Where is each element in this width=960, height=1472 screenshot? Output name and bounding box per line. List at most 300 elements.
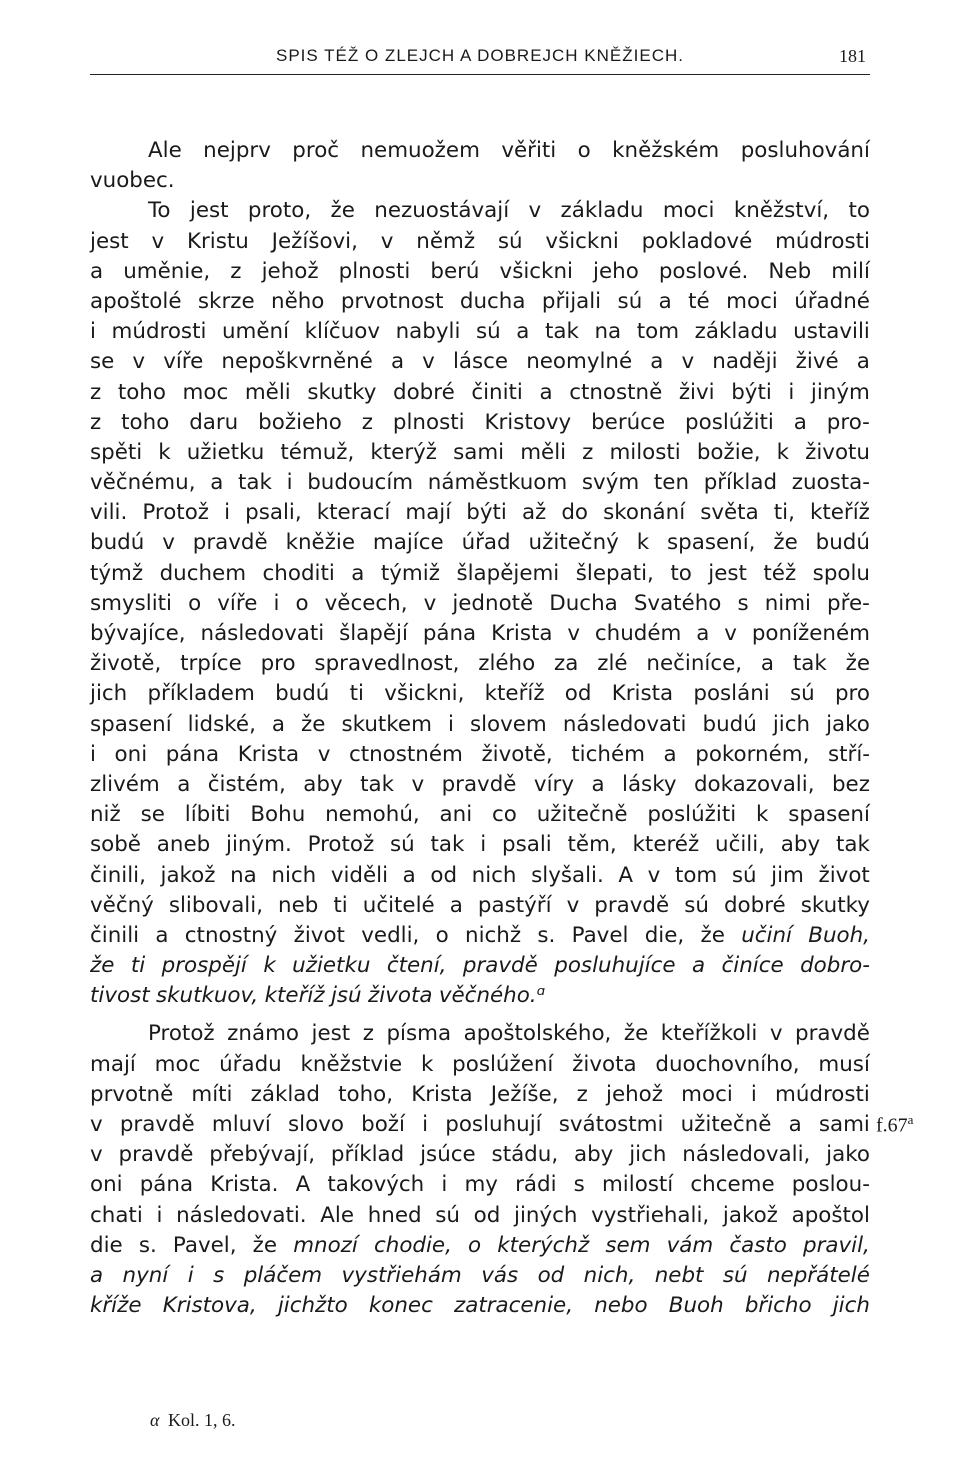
word: základu [694, 319, 778, 345]
word: moci [681, 1081, 733, 1107]
word: jiných [514, 1202, 578, 1228]
word: psali [502, 832, 552, 858]
word: a [650, 349, 664, 375]
word: skutkem [341, 711, 432, 737]
word: kterýž [370, 439, 438, 465]
word: apoštolé [90, 288, 182, 314]
word: a [351, 560, 365, 586]
word: spěti [90, 439, 143, 465]
word: nepoškvrněné [221, 349, 373, 375]
word: spasení [90, 711, 172, 737]
text-line [90, 830, 870, 860]
word: a [90, 1262, 104, 1288]
text-line [90, 227, 870, 257]
word: o [468, 1232, 482, 1258]
word: v [162, 530, 175, 556]
word: jeho [593, 258, 639, 284]
text-line [90, 710, 870, 740]
word: ctnostný [184, 922, 278, 948]
word: múdrosti [775, 228, 870, 254]
word: i [447, 711, 454, 737]
text-line [90, 951, 870, 981]
word: pána [139, 1172, 194, 1198]
word: životu [805, 439, 870, 465]
word: kříže [90, 1293, 142, 1319]
text-line [90, 1201, 870, 1231]
word: lásky [622, 771, 677, 797]
word: sobě [90, 832, 141, 858]
footnote [150, 1410, 235, 1431]
word: následovati. [176, 1202, 307, 1228]
word: nemohú, [325, 802, 420, 828]
word: moci [662, 198, 715, 224]
word: múdrosti [111, 319, 207, 345]
word: Kristova, [162, 1293, 257, 1319]
word: následovali, [682, 1142, 811, 1168]
word: a [90, 258, 104, 284]
text-line [90, 498, 870, 528]
word: v [724, 621, 737, 646]
word: choditi [262, 560, 335, 586]
word: pokorném, [695, 741, 810, 767]
word: chodie, [374, 1232, 452, 1258]
word: milostí [601, 1172, 674, 1198]
word: od [537, 1262, 565, 1288]
word: jichžto [277, 1293, 348, 1319]
word: a [856, 349, 870, 375]
word: A [618, 862, 634, 888]
text-line [90, 378, 870, 408]
word: jich [90, 681, 128, 707]
word: toho [117, 379, 166, 405]
word: pro- [826, 409, 870, 435]
word: viděli [330, 862, 389, 888]
word: že [252, 1232, 278, 1258]
word: v [566, 892, 580, 918]
word: v [567, 621, 581, 646]
word: šlapějí [339, 621, 408, 646]
word: v [317, 741, 331, 767]
word: života [572, 1051, 637, 1077]
word: a [390, 349, 405, 375]
word: slovem [469, 711, 547, 737]
word: Pavel, [172, 1232, 237, 1258]
word: v [423, 590, 437, 616]
word: zlivém [90, 771, 160, 797]
word: vystřiehali, [591, 1202, 710, 1228]
word: kněžském [612, 138, 720, 163]
word: pastýří [477, 892, 552, 918]
word: slovo [288, 1112, 344, 1137]
word: trpíce [180, 651, 242, 677]
word: písma [386, 1021, 452, 1047]
word: prospějí [161, 953, 247, 979]
text-line [90, 1110, 870, 1140]
word: svým [581, 470, 640, 496]
word: plnosti [392, 409, 465, 435]
word: ti [130, 953, 146, 979]
word: nyní [122, 1262, 169, 1288]
word: majíce [372, 530, 444, 556]
word: To [148, 198, 171, 224]
word: Buoh, [808, 922, 870, 948]
word: nepřátelé [767, 1262, 870, 1288]
word: plnosti [338, 258, 411, 284]
word: učitelé [362, 892, 435, 918]
word: dobré [393, 379, 455, 405]
word: sú [790, 681, 815, 707]
word: užietku [186, 439, 265, 465]
word: o [188, 590, 202, 616]
word: s [213, 1262, 225, 1288]
word: nečiníce, [646, 651, 743, 677]
word: též [763, 560, 797, 586]
word: a [155, 922, 169, 948]
word: v [528, 198, 542, 224]
word: učiní [741, 922, 792, 948]
text-line [90, 861, 870, 891]
word: nejprv [203, 138, 271, 163]
word: konec [368, 1293, 433, 1319]
word: že [330, 198, 355, 224]
word: umění [222, 319, 290, 345]
word: v [422, 349, 435, 375]
word: život [293, 922, 345, 948]
word: múdrosti [775, 1081, 870, 1107]
word: základu [560, 198, 644, 224]
word: budú [815, 530, 870, 556]
word: věčný [90, 892, 154, 918]
word: oni [90, 1172, 123, 1198]
word: smysliti [90, 590, 173, 616]
word: Ale [320, 1202, 355, 1228]
word: k [263, 953, 276, 979]
word: jest [708, 560, 747, 586]
word: od [564, 681, 592, 707]
word: Ale [148, 138, 182, 163]
word: poslové. [658, 258, 749, 284]
word: sú [435, 1202, 460, 1228]
word: o [295, 590, 309, 616]
word: berú [430, 258, 480, 284]
body-text [90, 136, 870, 1321]
word: z [582, 439, 594, 465]
word: kteříž [484, 681, 545, 707]
word: od [430, 862, 458, 888]
word: jako [826, 1142, 870, 1168]
word: týmiž [380, 560, 440, 586]
text-line [90, 347, 870, 377]
word: pro [834, 681, 870, 707]
word: slyšali. [531, 862, 604, 888]
word: jiným [810, 379, 870, 405]
word: i [156, 1202, 163, 1228]
word: budú [275, 681, 330, 707]
word: božie, [696, 439, 761, 465]
word: měli [244, 379, 291, 405]
word: kterací [316, 500, 391, 526]
text-line [90, 1140, 870, 1170]
word: sami [818, 1112, 870, 1137]
word: sami [453, 439, 505, 465]
text-line [90, 679, 870, 709]
text-line [90, 559, 870, 589]
word: býti [731, 379, 772, 405]
word: hned [367, 1202, 422, 1228]
word: pravdě [119, 1112, 195, 1137]
word: přijali [541, 288, 602, 314]
word: psali, [245, 500, 302, 526]
word: Ježíše, [490, 1081, 559, 1107]
word: duochovního, [655, 1051, 800, 1077]
word: všickni [545, 228, 619, 254]
word: z [230, 258, 242, 284]
word: Protož [148, 1021, 215, 1047]
word: o [577, 138, 591, 163]
word: následovati [200, 621, 325, 646]
word: daru [189, 409, 239, 435]
word: v [380, 228, 394, 254]
word: posláni [693, 681, 770, 707]
word: pravdě [441, 771, 517, 797]
text-line [90, 166, 870, 196]
word: nich [471, 862, 517, 888]
text-line [90, 1261, 870, 1291]
word: přebývají, [209, 1142, 316, 1168]
word: světa [700, 500, 759, 526]
word: k [158, 439, 171, 465]
word: sú [731, 862, 757, 888]
word: víry [533, 771, 574, 797]
word: činíce [721, 953, 784, 979]
word: k [636, 530, 650, 556]
word: pravdě [594, 892, 670, 918]
word: chceme [690, 1172, 775, 1198]
word: poslúžení [452, 1051, 554, 1077]
word: apoštol [791, 1202, 870, 1228]
word: skonání [603, 500, 686, 526]
word: nimi [764, 590, 811, 616]
word: a [539, 379, 553, 405]
text-line [90, 468, 870, 498]
word: jakož [160, 862, 216, 888]
word: kteříž [809, 500, 870, 526]
word: činili [90, 922, 140, 948]
text-line [90, 1231, 870, 1261]
word: posluhují [445, 1112, 542, 1137]
word: pravil, [803, 1232, 870, 1258]
word: ctnostném [348, 741, 463, 767]
text-line [90, 800, 870, 830]
word: moci [726, 288, 778, 314]
word: ctnostně [569, 379, 663, 405]
word: niž [90, 802, 121, 828]
word: takových [327, 1172, 425, 1198]
word: berúce [591, 409, 666, 435]
text-line [90, 1080, 870, 1110]
word: lásce [452, 349, 509, 375]
word: a [696, 621, 710, 646]
word: a [663, 741, 677, 767]
word: se [140, 802, 165, 828]
word: boží [361, 1112, 405, 1137]
word: a [516, 319, 530, 345]
text-line [90, 649, 870, 679]
word: toho [121, 409, 170, 435]
word: bývajíce, [90, 621, 186, 646]
word: naději [712, 349, 778, 375]
word: tak [237, 470, 272, 496]
word: jakož [722, 1202, 778, 1228]
word: Bohu [250, 802, 306, 828]
word: pokladové [641, 228, 753, 254]
word: stří- [828, 741, 870, 767]
word: jsúce [420, 1142, 476, 1168]
word: spasení [788, 802, 870, 828]
word: příklad [703, 470, 778, 496]
word: neb [278, 892, 319, 918]
word: tom [674, 862, 718, 888]
word: všickni [499, 258, 573, 284]
word: ti, [773, 500, 795, 526]
word: úřadné [794, 288, 870, 314]
text-line [90, 1019, 870, 1049]
word: neomylné [526, 349, 633, 375]
word: ducha [459, 288, 526, 314]
word: zlého [478, 651, 536, 677]
word: víře [163, 349, 204, 375]
word: vedli, [361, 922, 420, 948]
footnote-mark: α [150, 1410, 160, 1430]
word: spravedlnost, [314, 651, 460, 677]
word: zatracenie, [454, 1293, 574, 1319]
word: živi [678, 379, 715, 405]
word: ti [333, 892, 348, 918]
text-line [90, 1050, 870, 1080]
word: i [750, 1081, 757, 1107]
folio-margin-note-sup: a [907, 1112, 914, 1127]
word: úřad [461, 530, 511, 556]
word: aneb [156, 832, 211, 858]
word: skutkuov, [156, 983, 259, 1009]
word: stádu, [491, 1142, 559, 1168]
word: Kristu [186, 228, 249, 254]
word: vystřiehám [341, 1262, 462, 1288]
word: a [788, 1112, 802, 1137]
word: moc [154, 1051, 201, 1077]
word: to [848, 198, 870, 224]
word: o [435, 922, 449, 948]
word: budoucím [307, 470, 414, 496]
word: i [224, 500, 231, 526]
word: i [273, 590, 280, 616]
word: týmž [90, 560, 144, 586]
text-line [90, 589, 870, 619]
word: posluhujíce [554, 953, 676, 979]
word: k [420, 1051, 434, 1077]
word: se [90, 349, 115, 375]
word: Krista [611, 681, 674, 707]
word: jest [311, 1021, 351, 1047]
word: životě, [481, 741, 553, 767]
word: věřiti [501, 138, 557, 163]
word: lidské, [187, 711, 256, 737]
word: na [230, 862, 257, 888]
word: nabyli [395, 319, 461, 345]
word: v [151, 228, 165, 254]
word: z [361, 409, 373, 435]
folio-margin-note [876, 1112, 913, 1138]
word: i [286, 470, 293, 496]
word: tom [636, 319, 680, 345]
word: bez [831, 771, 870, 797]
text-line [90, 136, 870, 166]
word: v [411, 771, 425, 797]
word: ti [349, 681, 364, 707]
word: die, [644, 922, 685, 948]
word: v [132, 349, 146, 375]
word: na [594, 319, 622, 345]
word: spolu [812, 560, 870, 586]
word: za [554, 651, 579, 677]
word: i [422, 1112, 429, 1137]
word: s. [537, 922, 556, 948]
word: Ježíšovi, [271, 228, 358, 254]
word: životě, [90, 651, 162, 677]
word: příklad [330, 1142, 405, 1168]
word: věčnému, [90, 470, 196, 496]
word: z [90, 409, 102, 435]
word: následovati [562, 711, 687, 737]
word: k [756, 802, 769, 828]
word: tak [430, 832, 465, 858]
word: i [90, 319, 96, 345]
word: skrze [197, 288, 255, 314]
word: víře [217, 590, 258, 616]
word: měli [520, 439, 567, 465]
word: šlapějemi [456, 560, 560, 586]
word: Buoh [668, 1293, 724, 1319]
word: s [737, 590, 749, 616]
word: a [449, 892, 463, 918]
word: božieho [258, 409, 342, 435]
word: ten [653, 470, 689, 496]
word: i [441, 1172, 448, 1198]
word: tak [360, 771, 394, 797]
text-line [90, 891, 870, 921]
word: skutky [800, 892, 870, 918]
word: pána [422, 621, 477, 646]
word: mnozí [293, 1232, 358, 1258]
word: Svatého [633, 590, 722, 616]
word: a [760, 651, 775, 677]
word: Krista [411, 1081, 473, 1107]
word: spasení, [667, 530, 756, 556]
word: prvotnost [340, 288, 444, 314]
word: sú [722, 1262, 748, 1288]
word: pláčem [243, 1262, 323, 1288]
word: poslúžiti [685, 409, 774, 435]
word: jednotě [452, 590, 534, 616]
word: prvotně [90, 1081, 174, 1107]
word: Ducha [549, 590, 618, 616]
word: tak [544, 319, 579, 345]
word: že [845, 651, 870, 677]
running-header [90, 40, 870, 75]
folio-margin-note-text: f.67 [876, 1114, 908, 1137]
text-line [90, 921, 870, 951]
word: příkladem [147, 681, 255, 707]
